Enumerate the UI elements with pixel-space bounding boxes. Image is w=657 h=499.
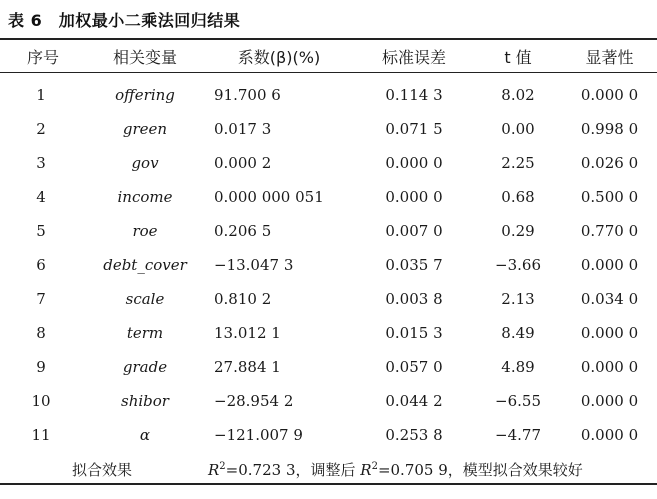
cell-significance: 0.000 0 [580,86,639,104]
table-row [0,282,657,316]
cell-variable: term [126,324,164,342]
cell-significance: 0.000 0 [580,392,639,410]
cell-std-error: 0.071 5 [385,120,443,138]
cell-t-value: −4.77 [495,426,541,444]
cell-index: 5 [36,222,46,240]
r2-symbol: R [208,460,220,479]
cell-t-value: 2.13 [501,290,535,308]
cell-index: 11 [31,426,51,444]
adj-r2-superscript: 2 [371,460,378,472]
cell-coefficient: 0.017 3 [214,120,272,138]
cell-coefficient: 0.810 2 [214,290,272,308]
cell-significance: 0.500 0 [580,188,639,206]
regression-table [0,40,657,486]
header-t-value: t 值 [504,47,532,67]
cell-variable: gov [131,154,159,172]
cell-t-value: 0.29 [501,222,535,240]
header-coefficient: 系数(β)(%) [237,47,321,67]
cell-index: 2 [36,120,46,138]
cell-t-value: 0.00 [501,120,535,138]
adj-r2-symbol: R [360,460,372,479]
cell-coefficient: −28.954 2 [214,392,294,410]
cell-t-value: −3.66 [495,256,541,274]
table-row [0,384,657,418]
table-row [0,350,657,384]
cell-coefficient: 0.000 2 [214,154,272,172]
table-row [0,248,657,282]
cell-significance: 0.034 0 [580,290,639,308]
cell-t-value: 0.68 [501,188,535,206]
r2-superscript: 2 [219,460,226,472]
cell-t-value: 8.49 [501,324,535,342]
cell-variable: grade [122,358,168,376]
cell-variable: shibor [121,392,169,410]
cell-std-error: 0.000 0 [385,154,443,172]
header-significance: 显著性 [585,47,634,67]
cell-std-error: 0.007 0 [385,222,443,240]
header-index: 序号 [26,47,59,67]
cell-variable: roe [132,222,158,240]
cell-index: 10 [31,392,51,410]
cell-index: 7 [36,290,46,308]
table-body [0,72,657,486]
cell-coefficient: 0.000 000 051 [214,188,324,206]
cell-index: 3 [36,154,46,172]
cell-index: 8 [36,324,46,342]
adj-r2-value: =0.705 9，模型拟合效果较好 [377,460,583,479]
cell-t-value: 4.89 [501,358,535,376]
cell-coefficient: −121.007 9 [214,426,303,444]
table-caption: 表 6 加权最小二乘法回归结果 [8,11,241,30]
cell-std-error: 0.114 3 [385,86,443,104]
cell-variable: scale [125,290,165,308]
cell-variable: debt_cover [103,256,187,274]
cell-t-value: 8.02 [501,86,535,104]
table-row [0,316,657,350]
cell-index: 1 [36,86,46,104]
cell-coefficient: 0.206 5 [214,222,272,240]
cell-std-error: 0.044 2 [385,392,443,410]
cell-std-error: 0.015 3 [385,324,443,342]
cell-t-value: 2.25 [501,154,535,172]
cell-variable: α [139,426,151,444]
cell-t-value: −6.55 [495,392,541,410]
cell-significance: 0.000 0 [580,426,639,444]
cell-std-error: 0.035 7 [385,256,443,274]
cell-significance: 0.026 0 [580,154,639,172]
cell-std-error: 0.003 8 [385,290,443,308]
cell-coefficient: 27.884 1 [214,358,281,376]
cell-coefficient: −13.047 3 [214,256,294,274]
fit-row [0,452,657,486]
table-row [0,78,657,112]
cell-index: 9 [36,358,46,376]
cell-significance: 0.000 0 [580,256,639,274]
fit-summary [204,452,657,486]
cell-significance: 0.998 0 [580,120,639,138]
cell-std-error: 0.057 0 [385,358,443,376]
cell-coefficient: 13.012 1 [214,324,281,342]
cell-index: 4 [36,188,46,206]
cell-significance: 0.000 0 [580,358,639,376]
table-row [0,418,657,452]
cell-significance: 0.770 0 [580,222,639,240]
cell-index: 6 [36,256,46,274]
cell-std-error: 0.253 8 [385,426,443,444]
header-row [0,40,657,72]
fit-label: 拟合效果 [71,460,132,479]
table-row [0,214,657,248]
header-variable: 相关变量 [112,47,177,67]
cell-significance: 0.000 0 [580,324,639,342]
header-std-error: 标准误差 [381,47,446,67]
cell-variable: green [122,120,168,138]
cell-variable: offering [115,86,175,104]
cell-std-error: 0.000 0 [385,188,443,206]
table-row [0,180,657,214]
cell-coefficient: 91.700 6 [214,86,281,104]
table-row [0,112,657,146]
cell-variable: income [117,188,173,206]
table-row [0,146,657,180]
r2-value: =0.723 3，调整后 [225,460,361,479]
